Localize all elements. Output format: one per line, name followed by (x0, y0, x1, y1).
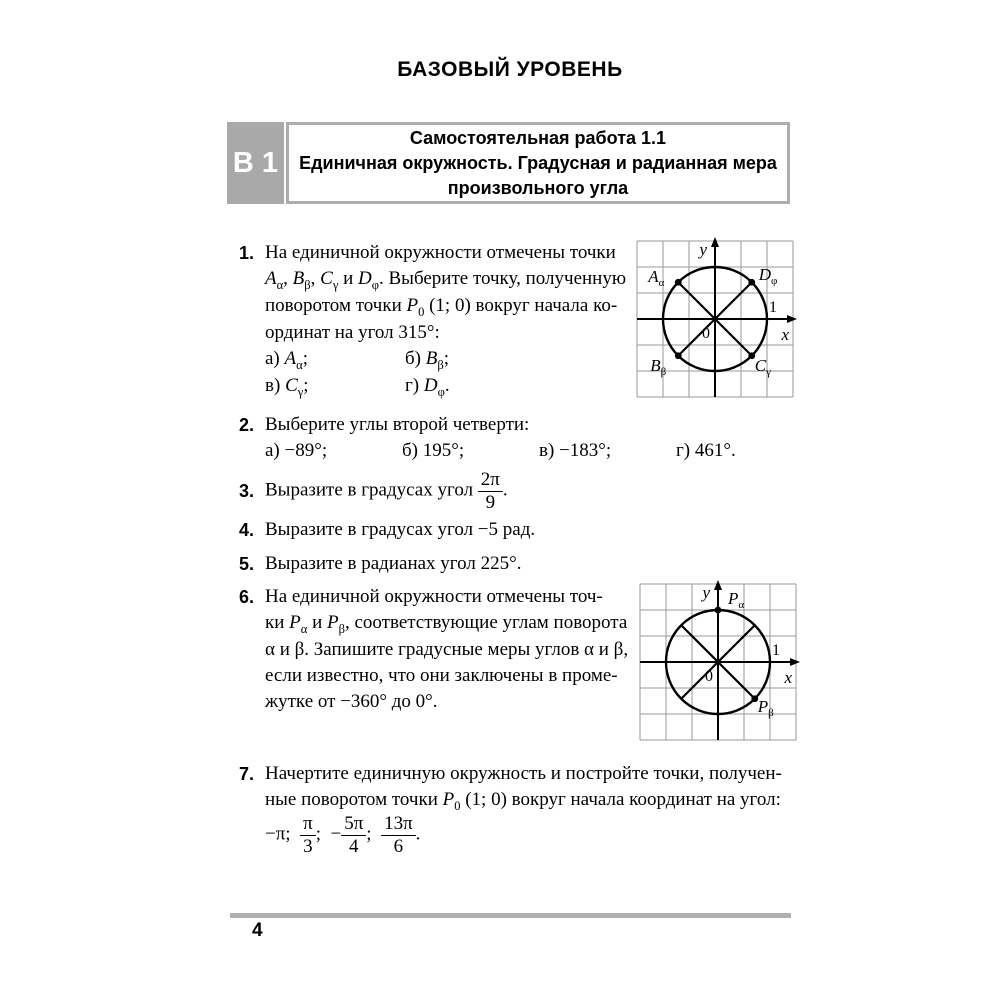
problem-text (265, 412, 736, 464)
marked-point (715, 607, 722, 614)
problem-line: ные поворотом точки $P_0$ (1; 0) вокруг начала координат на угол: (265, 789, 781, 813)
problem-line: Выразите в градусах угол −5 рад. (265, 519, 536, 540)
worksheet-badge: В 1 (227, 122, 284, 204)
options-row (265, 438, 736, 464)
axis-arrow-icon (711, 237, 719, 247)
problem-text (265, 517, 535, 543)
y-axis-label: y (702, 583, 710, 602)
options-row (265, 346, 626, 373)
unit-label: 1 (772, 642, 780, 659)
point-label: $P_\alpha$ (728, 589, 745, 611)
axis-arrow-icon (714, 580, 722, 590)
problem-text (265, 551, 521, 577)
axis-arrow-icon (787, 315, 797, 323)
problem-line: жутке от −360° до 0°. (265, 691, 438, 712)
problem-text (265, 240, 626, 400)
option-item: б) $B_\beta$; (405, 348, 450, 372)
worksheet-title-line3: произвольного угла (447, 177, 629, 198)
x-axis-label: x (781, 325, 789, 344)
problem-5 (239, 551, 521, 577)
marked-point (748, 279, 755, 286)
option-item: г) $D_\varphi$. (405, 375, 450, 399)
unit-circle-points-P-alpha-beta (636, 580, 800, 744)
unit-circle-points-ABCD (633, 237, 797, 401)
problem-line: Выразите в градусах угол $\frac{2\pi}{9}$ . (265, 469, 508, 513)
problem-line: Выберите углы второй четверти: (265, 414, 530, 435)
option-item: б) 195°; (402, 440, 465, 461)
option-item: в) $C_\gamma$; (265, 375, 309, 399)
problem-text (265, 470, 508, 513)
problem-number: 6. (239, 587, 255, 607)
problem-line: ки $P_\alpha$ и $P_\beta$, соответствующие углам поворота (265, 612, 628, 636)
y-axis-label: y (699, 240, 707, 259)
axis-arrow-icon (790, 658, 800, 666)
problem-number: 5. (239, 554, 255, 574)
problem-line: $A_\alpha$, $B_\beta$, $C_\gamma$ и $D_\varphi$. Выберите точку, полученную (265, 268, 627, 292)
problem-line: На единичной окружности отмечены точки (265, 242, 616, 263)
problem-line: −π; $\frac{\pi}{3}$ ; − $\frac{5\pi}{4}$ ; $\frac{13\pi}{6}$ . (265, 813, 421, 857)
problem-line: Начертите единичную окружность и постройте точки, получен- (265, 763, 782, 784)
point-label: $A_\alpha$ (648, 267, 665, 290)
problem-text (265, 761, 782, 857)
point-label: $C_\gamma$ (754, 355, 771, 378)
worksheet-title (286, 122, 790, 204)
option-item: а) −89°; (265, 440, 328, 461)
option-item: а) $A_\alpha$; (265, 348, 308, 372)
problem-line: На единичной окружности отмечены точ- (265, 586, 603, 607)
options-row (265, 373, 626, 400)
unit-label: 1 (769, 299, 777, 316)
page-kicker: БАЗОВЫЙ УРОВЕНЬ (397, 58, 623, 81)
point-label: $P_\beta$ (757, 696, 774, 719)
option-item: г) 461°. (676, 440, 736, 461)
problem-text (265, 584, 628, 715)
option-item: в) −183°; (539, 440, 612, 461)
worksheet-title-line2: Единичная окружность. Градусная и радианная мера (299, 152, 777, 173)
problem-number: 3. (239, 481, 255, 501)
problem-line: α и β. Запишите градусные меры углов α и β, (265, 639, 629, 660)
footer-rule (230, 913, 791, 918)
problem-line: Выразите в радианах угол 225°. (265, 553, 522, 574)
worksheet-header (227, 122, 790, 204)
point-label: $B_\beta$ (650, 355, 667, 378)
problem-line: если известно, что они заключены в проме- (265, 665, 618, 686)
problem-number: 4. (239, 520, 255, 540)
problem-number: 1. (239, 243, 255, 263)
page-number: 4 (252, 920, 263, 941)
problem-line: ординат на угол 315°: (265, 322, 440, 343)
problem-3 (239, 470, 508, 513)
problem-number: 2. (239, 415, 255, 435)
origin-label: 0 (705, 668, 713, 685)
origin-label: 0 (702, 325, 710, 342)
problem-7 (239, 761, 782, 857)
problem-1 (239, 240, 626, 400)
x-axis-label: x (784, 668, 792, 687)
marked-point (675, 352, 682, 359)
marked-point (675, 279, 682, 286)
problem-2 (239, 412, 736, 464)
problem-6 (239, 584, 628, 715)
problem-4 (239, 517, 535, 543)
problem-number: 7. (239, 764, 255, 784)
worksheet-title-line1: Самостоятельная работа 1.1 (409, 127, 667, 148)
point-label: $D_\varphi$ (758, 265, 778, 288)
problem-line: поворотом точки $P_0$ (1; 0) вокруг начала ко- (265, 295, 618, 319)
